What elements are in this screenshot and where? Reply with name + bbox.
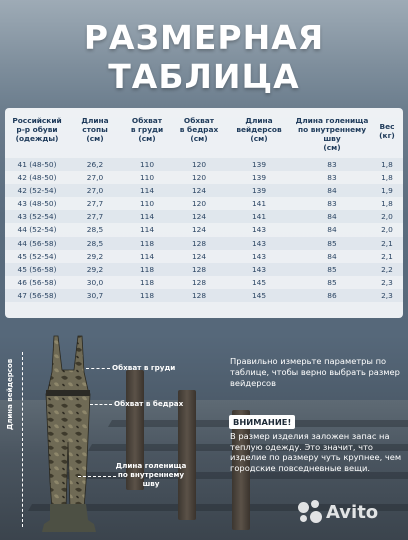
table-cell: 124 [191, 225, 207, 235]
table-cell: 83 [327, 199, 337, 209]
table-cell: 2,0 [381, 225, 393, 235]
table-cell: 110 [139, 173, 155, 183]
header-text: р-р обуви [16, 125, 58, 134]
header-text: Длина голенища [295, 116, 369, 125]
header-text: в груди [130, 125, 164, 134]
warning-badge: ВНИМАНИЕ! [229, 415, 295, 429]
table-cell: 29,2 [86, 264, 104, 274]
inseam-label-line: по внутреннему [117, 470, 185, 479]
table-cell: 1,9 [381, 186, 393, 196]
table-cell: 43 (52-54) [17, 212, 57, 222]
table-cell: 124 [191, 251, 207, 261]
header-text: Российский [12, 116, 62, 125]
table-cell: 128 [191, 238, 207, 248]
table-cell: 45 (56-58) [17, 264, 57, 274]
header-text: вейдерсов [236, 125, 282, 134]
table-cell: 84 [327, 212, 337, 222]
table-cell: 110 [139, 160, 155, 169]
table-cell: 118 [139, 290, 155, 300]
header-foot-length [71, 116, 119, 143]
table-cell: 145 [251, 290, 267, 300]
table-cell: 139 [251, 160, 267, 169]
avito-wordmark: Avito [326, 501, 379, 523]
table-cell: 28,5 [86, 225, 104, 235]
waders-image [32, 332, 104, 536]
table-row [5, 171, 403, 184]
table-cell: 42 (48-50) [17, 173, 57, 183]
avito-watermark [298, 500, 378, 524]
header-chest [123, 116, 171, 143]
table-cell: 1,8 [381, 199, 393, 209]
table-cell: 110 [139, 199, 155, 209]
size-table [5, 108, 403, 318]
wader-length-label: Длина вейдерсов [6, 358, 14, 430]
header-hips [175, 116, 223, 143]
header-text: (одежды) [15, 134, 59, 143]
table-row [5, 184, 403, 197]
table-row [5, 223, 403, 236]
table-cell: 28,5 [86, 238, 104, 248]
table-cell: 2,1 [381, 251, 393, 261]
warning-text: В размер изделия заложен запас на теплую одежду. Это значит, что изделие по размеру чуть крупнее, чем городские повседневные вещи. [230, 431, 402, 473]
header-text: Обхват [131, 116, 163, 125]
table-cell: 2,3 [381, 277, 393, 287]
instruction-text: Правильно измерьте параметры по таблице, чтобы верно выбрать размер вейдерсов [230, 356, 400, 388]
table-cell: 139 [251, 173, 267, 183]
avito-logo-icon [298, 500, 322, 524]
table-cell: 27,7 [86, 199, 104, 209]
table-cell: 47 (56-58) [17, 290, 57, 300]
table-cell: 118 [139, 264, 155, 274]
table-cell: 114 [139, 186, 155, 196]
header-inseam [289, 116, 375, 152]
table-cell: 26,2 [86, 160, 104, 169]
table-cell: 83 [327, 173, 337, 183]
table-cell: 2,1 [381, 238, 393, 248]
header-text: (см) [250, 134, 268, 143]
header-text: в бедрах [179, 125, 219, 134]
header-text: стопы [82, 125, 108, 134]
table-cell: 46 (56-58) [17, 277, 57, 287]
table-row [5, 237, 403, 250]
table-body [5, 158, 403, 302]
table-cell: 84 [327, 186, 337, 196]
table-cell: 1,8 [381, 173, 393, 183]
header-wader-length [229, 116, 289, 143]
table-cell: 85 [327, 264, 337, 274]
table-cell: 118 [139, 238, 155, 248]
table-cell: 86 [327, 290, 337, 300]
header-shoe-size [5, 116, 69, 143]
table-cell: 124 [191, 186, 207, 196]
table-cell: 27,0 [86, 173, 104, 183]
table-row [5, 158, 403, 171]
header-text: (см) [190, 134, 208, 143]
table-cell: 114 [139, 225, 155, 235]
table-row [5, 263, 403, 276]
table-cell: 85 [327, 238, 337, 248]
length-measure-line [22, 352, 23, 527]
header-text: (кг) [379, 131, 395, 140]
header-text: по внутреннему шву [297, 125, 367, 143]
header-text: Длина [81, 116, 109, 125]
table-cell: 84 [327, 225, 337, 235]
table-cell: 30,7 [86, 290, 104, 300]
table-cell: 27,0 [86, 186, 104, 196]
table-cell: 44 (52-54) [17, 225, 57, 235]
table-cell: 83 [327, 160, 337, 169]
table-cell: 29,2 [86, 251, 104, 261]
table-cell: 141 [251, 199, 267, 209]
inseam-label-line: шву [142, 479, 160, 488]
table-cell: 120 [191, 160, 207, 169]
chest-label: Обхват в груди [112, 363, 176, 372]
table-cell: 118 [139, 277, 155, 287]
table-cell: 128 [191, 277, 207, 287]
header-text: (см) [323, 143, 341, 152]
table-cell: 1,8 [381, 160, 393, 169]
table-cell: 27,7 [86, 212, 104, 222]
table-cell: 114 [139, 251, 155, 261]
header-text: Вес [379, 122, 395, 131]
table-cell: 143 [251, 238, 267, 248]
table-cell: 45 (52-54) [17, 251, 57, 261]
table-row [5, 197, 403, 210]
hips-pointer [90, 404, 112, 405]
table-cell: 84 [327, 251, 337, 261]
header-text: (см) [86, 134, 104, 143]
table-cell: 42 (52-54) [17, 186, 57, 196]
table-cell: 120 [191, 173, 207, 183]
inseam-pointer [78, 476, 116, 477]
table-cell: 114 [139, 212, 155, 222]
header-text: Длина [245, 116, 273, 125]
table-cell: 2,3 [381, 290, 393, 300]
table-row [5, 210, 403, 223]
header-text: Обхват [183, 116, 215, 125]
table-cell: 120 [191, 199, 207, 209]
inseam-label-line: Длина голенища [115, 461, 187, 470]
table-cell: 145 [251, 277, 267, 287]
table-cell: 143 [251, 264, 267, 274]
table-cell: 143 [251, 251, 267, 261]
table-cell: 128 [191, 290, 207, 300]
table-cell: 143 [251, 225, 267, 235]
table-row [5, 289, 403, 302]
table-cell: 2,2 [381, 264, 393, 274]
table-cell: 128 [191, 264, 207, 274]
header-weight [371, 122, 403, 140]
hips-label: Обхват в бедрах [114, 399, 184, 408]
table-cell: 2,0 [381, 212, 393, 222]
table-cell: 41 (48-50) [17, 160, 57, 169]
header-text: (см) [138, 134, 156, 143]
table-cell: 85 [327, 277, 337, 287]
table-cell: 139 [251, 186, 267, 196]
table-cell: 141 [251, 212, 267, 222]
table-row [5, 276, 403, 289]
chest-pointer [86, 368, 110, 369]
table-cell: 30,0 [86, 277, 104, 287]
page-title: РАЗМЕРНАЯ ТАБЛИЦА [83, 18, 325, 96]
table-cell: 124 [191, 212, 207, 222]
table-row [5, 250, 403, 263]
table-cell: 44 (56-58) [17, 238, 57, 248]
table-cell: 43 (48-50) [17, 199, 57, 209]
inseam-label [112, 461, 190, 488]
